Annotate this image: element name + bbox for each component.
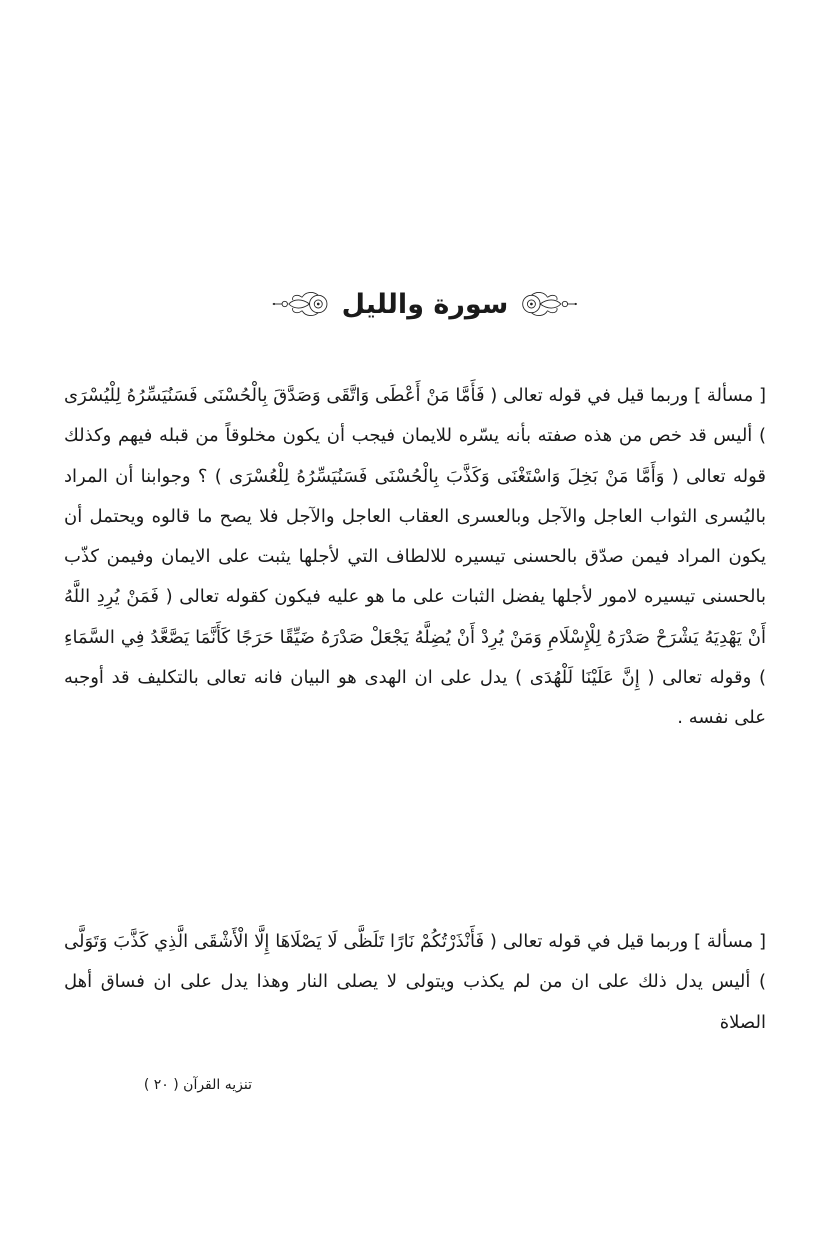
surah-header bbox=[270, 276, 580, 332]
page-title: سورة والليل bbox=[341, 288, 509, 320]
paragraph-text: [ مسألة ] وربما قيل في قوله تعالى ( فَأَنْذَرْتُكُمْ نَارًا تَلَظَّى لَا يَصْلَاهَا إِلَّا الْأَشْقَى الَّذِي كَذَّبَ وَتَوَلَّى ) أليس يدل ذلك على ان من لم يكذب ويتولى لا يصلى النار وهذا يدل على ان فساق أهل الصلاة bbox=[64, 931, 766, 1033]
page-footer: تنزيه القرآن ( ٢٠ ) bbox=[143, 1077, 252, 1093]
paragraph-text: [ مسألة ] وربما قيل في قوله تعالى ( فَأَمَّا مَنْ أَعْطَى وَاتَّقَى وَصَدَّقَ بِالْحُسْنَى فَسَنُيَسِّرُهُ لِلْيُسْرَى ) أليس قد خص من هذه صفته بأنه يسّره للايمان فيجب أن يكون مخلوقاً من قبله فيهم وكذلك قوله تعالى ( وَأَمَّا مَنْ بَخِلَ وَاسْتَغْنَى وَكَذَّبَ بِالْحُسْنَى فَسَنُيَسِّرُهُ لِلْعُسْرَى ) ؟ وجوابنا أن المراد باليُسرى الثواب العاجل والآجل وبالعسرى العقاب العاجل والآجل فلا يصح ما قالوه ويحتمل أن يكون المراد فيمن صدّق بالحسنى تيسيره للالطاف التي لأجلها يثبت على الايمان وفيمن كذّب بالحسنى تيسيره لامور لأجلها يفضل الثبات على ما هو عليه فيكون كقوله تعالى ( فَمَنْ يُرِدِ اللَّهُ أَنْ يَهْدِيَهُ يَشْرَحْ صَدْرَهُ لِلْإِسْلَامِ وَمَنْ يُرِدْ أَنْ يُضِلَّهُ يَجْعَلْ صَدْرَهُ ضَيِّقًا حَرَجًا كَأَنَّمَا يَصَّعَّدُ فِي السَّمَاءِ ) وقوله تعالى ( إِنَّ عَلَيْنَا لَلْهُدَى ) يدل على ان الهدى هو البيان فانه تعالى بالتكليف قد أوجبه على نفسه . bbox=[64, 385, 766, 729]
left-ornament-icon bbox=[270, 280, 332, 328]
paragraph-issue-2 bbox=[64, 922, 766, 1043]
paragraph-issue-1 bbox=[64, 376, 766, 739]
right-ornament-icon bbox=[518, 280, 580, 328]
